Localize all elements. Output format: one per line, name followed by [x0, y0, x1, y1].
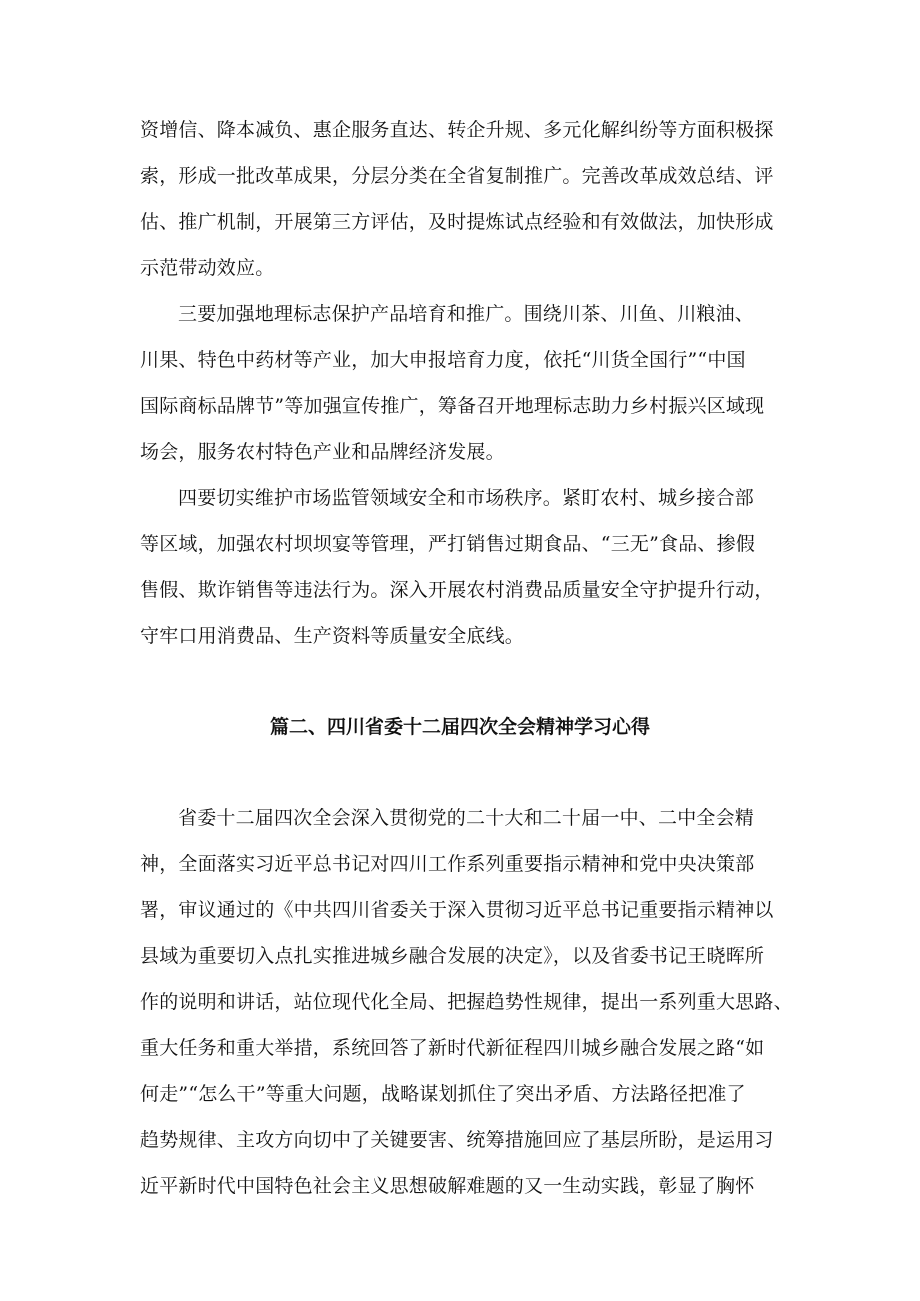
paragraph-line: 署，审议通过的《中共四川省委关于深入贯彻习近平总书记重要指示精神以 [140, 899, 774, 921]
paragraph-line: 示范带动效应。 [140, 257, 275, 279]
paragraph-line: 三要加强地理标志保护产品培育和推广。围绕川茶、川鱼、川粮油、 [178, 303, 755, 325]
paragraph-line: 县域为重要切入点扎实推进城乡融合发展的决定》，以及省委书记王晓晖所 [140, 945, 765, 967]
paragraph-line: 省委十二届四次全会深入贯彻党的二十大和二十届一中、二中全会精 [178, 807, 755, 829]
paragraph-line: 四要切实维护市场监管领域安全和市场秩序。紧盯农村、城乡接合部 [178, 487, 755, 509]
paragraph-line: 场会，服务农村特色产业和品牌经济发展。 [140, 441, 505, 463]
paragraph-line: 资增信、降本减负、惠企服务直达、转企升规、多元化解纠纷等方面积极探 [140, 119, 774, 141]
paragraph-line: 重大任务和重大举措，系统回答了新时代新征程四川城乡融合发展之路“如 [140, 1037, 765, 1059]
paragraph-line: 近平新时代中国特色社会主义思想破解难题的又一生动实践，彰显了胸怀 [140, 1175, 755, 1197]
paragraph-line: 作的说明和讲话，站位现代化全局、把握趋势性规律，提出一系列重大思路、 [140, 991, 793, 1013]
paragraph-line: 国际商标品牌节”等加强宣传推广，筹备召开地理标志助力乡村振兴区域现 [140, 395, 765, 417]
paragraph-line: 趋势规律、主攻方向切中了关键要害、统筹措施回应了基层所盼，是运用习 [140, 1129, 774, 1151]
paragraph-line: 守牢口用消费品、生产资料等质量安全底线。 [140, 625, 525, 647]
paragraph-line: 神，全面落实习近平总书记对四川工作系列重要指示精神和党中央决策部 [140, 853, 755, 875]
paragraph-line: 等区域，加强农村坝坝宴等管理，严打销售过期食品、“三无”食品、掺假 [140, 533, 756, 555]
paragraph-line: 索，形成一批改革成果，分层分类在全省复制推广。完善改革成效总结、评 [140, 165, 774, 187]
paragraph-line: 何走”“怎么干”等重大问题，战略谋划抓住了突出矛盾、方法路径把准了 [140, 1083, 746, 1105]
paragraph-line: 川果、特色中药材等产业，加大申报培育力度，依托“川货全国行”“中国 [140, 349, 746, 371]
section-heading: 篇二、四川省委十二届四次全会精神学习心得 [269, 716, 650, 738]
paragraph-line: 售假、欺诈销售等违法行为。深入开展农村消费品质量安全守护提升行动， [140, 579, 774, 601]
paragraph-line: 估、推广机制，开展第三方评估，及时提炼试点经验和有效做法，加快形成 [140, 211, 774, 233]
